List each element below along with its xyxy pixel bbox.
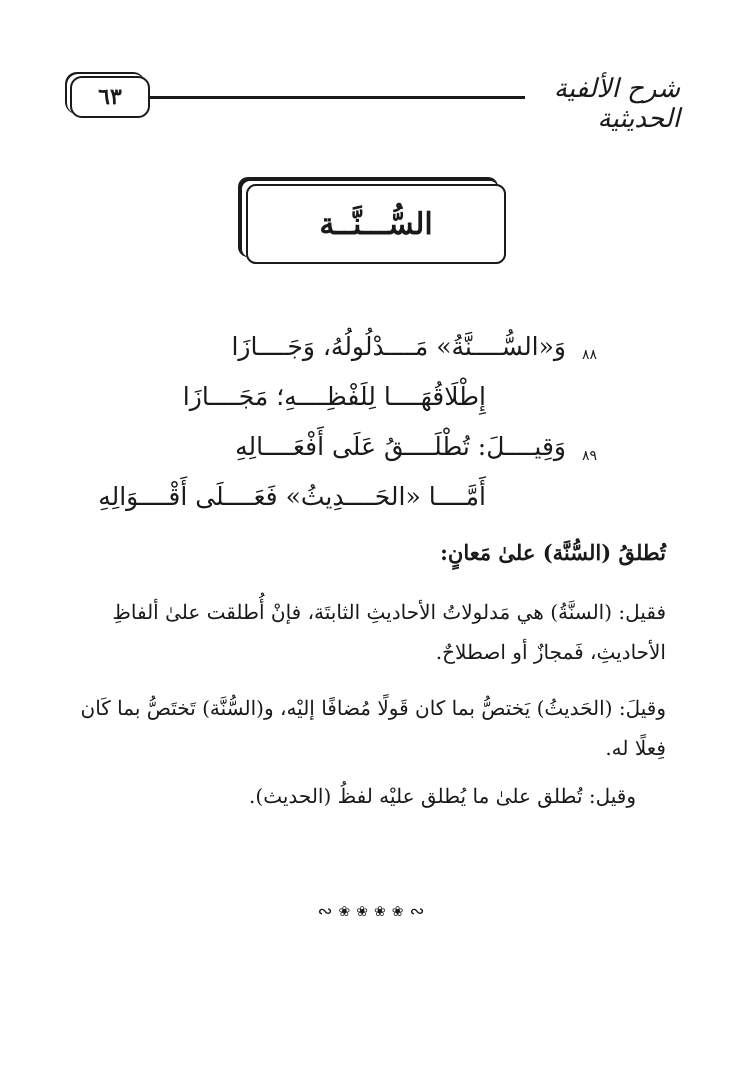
end-ornament (308, 900, 434, 924)
verse-line: وَ«السُّــــنَّةُ» مَــــدْلُولُهُ، وَجَــــازَا (231, 332, 566, 361)
swirl-icon: ∾ (409, 901, 425, 922)
verse-line: إِطْلَاقُهَــــا لِلَفْظِــــهِ؛ مَجَــــازَا (182, 382, 486, 411)
flower-icon: ❀ (338, 904, 351, 920)
swirl-icon: ∾ (317, 901, 333, 922)
verse-number: ٨٩ (582, 448, 598, 464)
page-number-text: ٦٣ (98, 84, 122, 110)
page-number (70, 76, 150, 118)
chapter-title-box (246, 184, 506, 264)
header-rule (148, 96, 525, 99)
commentary-paragraph: فقيل: (السنَّةُ) هي مَدلولاتُ الأحاديثِ الثابتَة، فإنْ أُطلقت علىٰ ألفاظِ الأحاديثِ، فَمجازٌ أو اصطلاحٌ. (112, 600, 666, 664)
verse-number: ٨٨ (582, 347, 598, 363)
flower-icon: ❀ (391, 904, 404, 920)
verse-line: أَمَّــــا «الحَــــدِيثُ» فَعَــــلَى أَقْــــوَالِهِ (98, 482, 486, 511)
flower-icon: ❀ (356, 904, 368, 920)
running-header (70, 68, 680, 134)
book-title: شرح الألفية الحديثية (553, 74, 680, 134)
commentary-heading: تُطلقُ (السُّنَّة) علىٰ مَعانٍ: (440, 540, 666, 565)
verse-line: وَقِيــــلَ: تُطْلَــــقُ عَلَى أَفْعَــــالِهِ (235, 432, 566, 461)
flower-icon: ❀ (374, 904, 386, 920)
chapter-title: السُّـــنَّــة (319, 206, 433, 242)
commentary-paragraph: وقيل: تُطلق علىٰ ما يُطلق عليْه لفظُ (الحديث). (249, 784, 636, 808)
commentary-paragraph: وقيلَ: (الحَديثُ) يَختصُّ بما كان قَولًا مُضافًا إليْه، و(السُّنَّة) تَختَصُّ بما كَان فِعلًا له. (80, 696, 666, 760)
